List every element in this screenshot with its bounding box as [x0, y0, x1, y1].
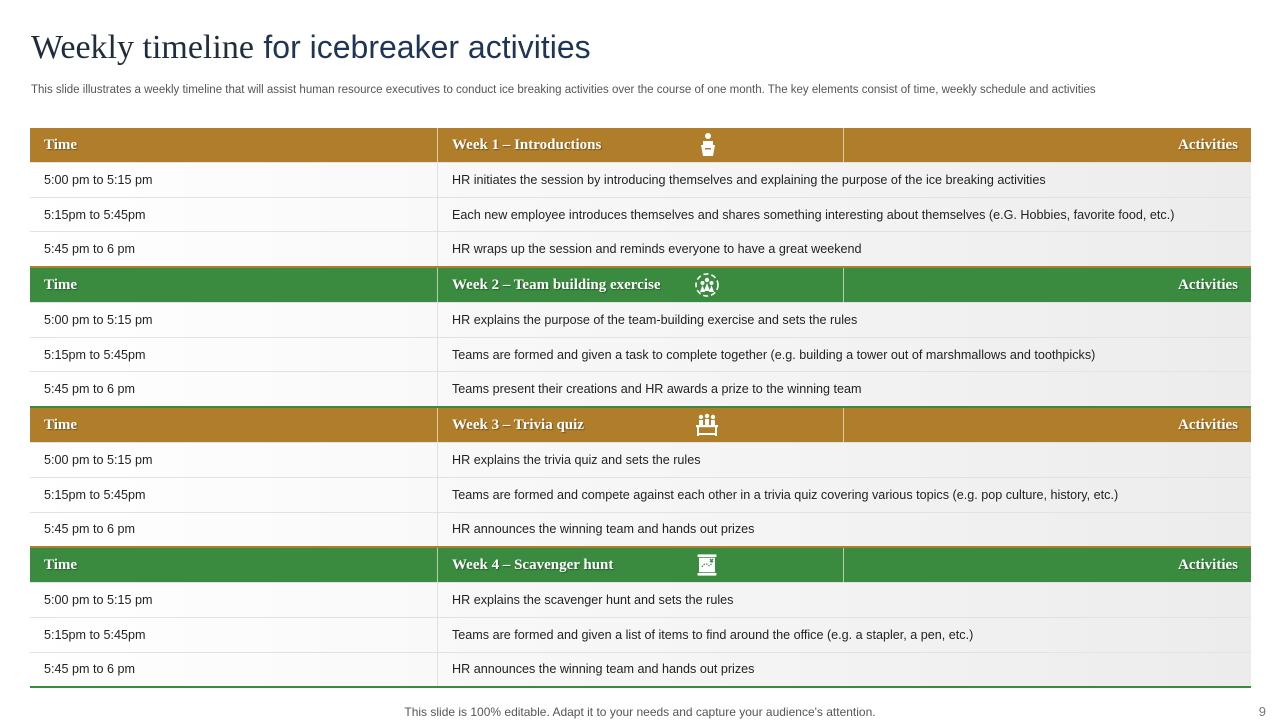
- row-time: 5:00 pm to 5:15 pm: [44, 593, 153, 608]
- week-2-time-header: Time: [44, 276, 78, 293]
- row-time: 5:00 pm to 5:15 pm: [44, 172, 153, 187]
- row-time: 5:00 pm to 5:15 pm: [44, 312, 153, 327]
- table-row: [30, 231, 1251, 266]
- week-1-header: [30, 128, 1251, 162]
- presenter-icon: [694, 131, 722, 159]
- table-row: [30, 582, 1251, 617]
- week-4-time-header: Time: [44, 556, 78, 573]
- week-4-title: Week 4 – Scavenger hunt: [452, 556, 614, 573]
- week-2-block: [30, 268, 1251, 408]
- week-3-activities-header: Activities: [843, 408, 1251, 442]
- row-time: 5:45 pm to 6 pm: [44, 242, 136, 257]
- table-row: [30, 162, 1251, 197]
- row-activity: Teams are formed and compete against each other in a trivia quiz covering various topics (e.g. pop culture, history, etc.): [437, 478, 1251, 512]
- row-activity: HR wraps up the session and reminds everyone to have a great weekend: [437, 232, 1251, 266]
- week-1-activities-header: Activities: [843, 128, 1251, 162]
- row-activity: Teams present their creations and HR awards a prize to the winning team: [437, 372, 1251, 406]
- week-3-time-header: Time: [44, 416, 78, 433]
- treasure-map-icon: [693, 551, 721, 579]
- row-activity: Teams are formed and given a list of items to find around the office (e.g. a stapler, a pen, etc.): [437, 618, 1251, 652]
- table-row: [30, 512, 1251, 547]
- week-4-block: [30, 548, 1251, 688]
- row-time: 5:15pm to 5:45pm: [44, 627, 146, 642]
- row-activity: HR explains the scavenger hunt and sets the rules: [437, 583, 1251, 617]
- week-1-title-cell: [437, 128, 843, 162]
- row-activity: Each new employee introduces themselves and shares something interesting about themselves (e.G. Hobbies, favorite food, etc.): [437, 198, 1251, 232]
- page-subtitle: This slide illustrates a weekly timeline that will assist human resource executives to conduct ice breaking activities over the course of one month. The key elements consist of time, weekly schedule and activities: [31, 84, 1096, 96]
- team-circle-icon: [693, 271, 721, 299]
- row-time: 5:45 pm to 6 pm: [44, 522, 136, 537]
- table-row: [30, 442, 1251, 477]
- row-time: 5:15pm to 5:45pm: [44, 487, 146, 502]
- timeline-table: [30, 128, 1251, 688]
- quiz-desk-icon: [693, 411, 721, 439]
- week-1-block: [30, 128, 1251, 268]
- week-3-title-cell: [437, 408, 843, 442]
- title-part-2: for icebreaker activities: [263, 29, 591, 65]
- week-4-header: [30, 548, 1251, 582]
- week-1-time-header: Time: [44, 136, 78, 153]
- week-4-title-cell: [437, 548, 843, 582]
- title-part-1: Weekly timeline: [31, 29, 254, 66]
- footer-note: This slide is 100% editable. Adapt it to your needs and capture your audience's attention.: [404, 705, 876, 719]
- row-activity: HR announces the winning team and hands out prizes: [437, 513, 1251, 547]
- table-row: [30, 477, 1251, 512]
- row-time: 5:00 pm to 5:15 pm: [44, 452, 153, 467]
- page-number: 9: [1258, 704, 1266, 719]
- week-2-activities-header: Activities: [843, 268, 1251, 302]
- week-2-title: Week 2 – Team building exercise: [452, 276, 661, 293]
- row-time: 5:15pm to 5:45pm: [44, 207, 146, 222]
- table-row: [30, 617, 1251, 652]
- row-time: 5:45 pm to 6 pm: [44, 382, 136, 397]
- row-activity: HR announces the winning team and hands out prizes: [437, 653, 1251, 687]
- week-2-title-cell: [437, 268, 843, 302]
- row-activity: HR explains the trivia quiz and sets the rules: [437, 443, 1251, 477]
- row-activity: Teams are formed and given a task to complete together (e.g. building a tower out of marshmallows and toothpicks): [437, 338, 1251, 372]
- row-time: 5:45 pm to 6 pm: [44, 662, 136, 677]
- table-row: [30, 337, 1251, 372]
- table-row: [30, 197, 1251, 232]
- week-3-block: [30, 408, 1251, 548]
- week-2-header: [30, 268, 1251, 302]
- row-time: 5:15pm to 5:45pm: [44, 347, 146, 362]
- table-row: [30, 302, 1251, 337]
- table-row: [30, 652, 1251, 687]
- row-activity: HR initiates the session by introducing themselves and explaining the purpose of the ice breaking activities: [437, 163, 1251, 197]
- week-1-title: Week 1 – Introductions: [452, 136, 602, 153]
- week-3-header: [30, 408, 1251, 442]
- page-title: [31, 28, 591, 67]
- week-4-activities-header: Activities: [843, 548, 1251, 582]
- week-3-title: Week 3 – Trivia quiz: [452, 416, 584, 433]
- row-activity: HR explains the purpose of the team-building exercise and sets the rules: [437, 303, 1251, 337]
- table-row: [30, 371, 1251, 406]
